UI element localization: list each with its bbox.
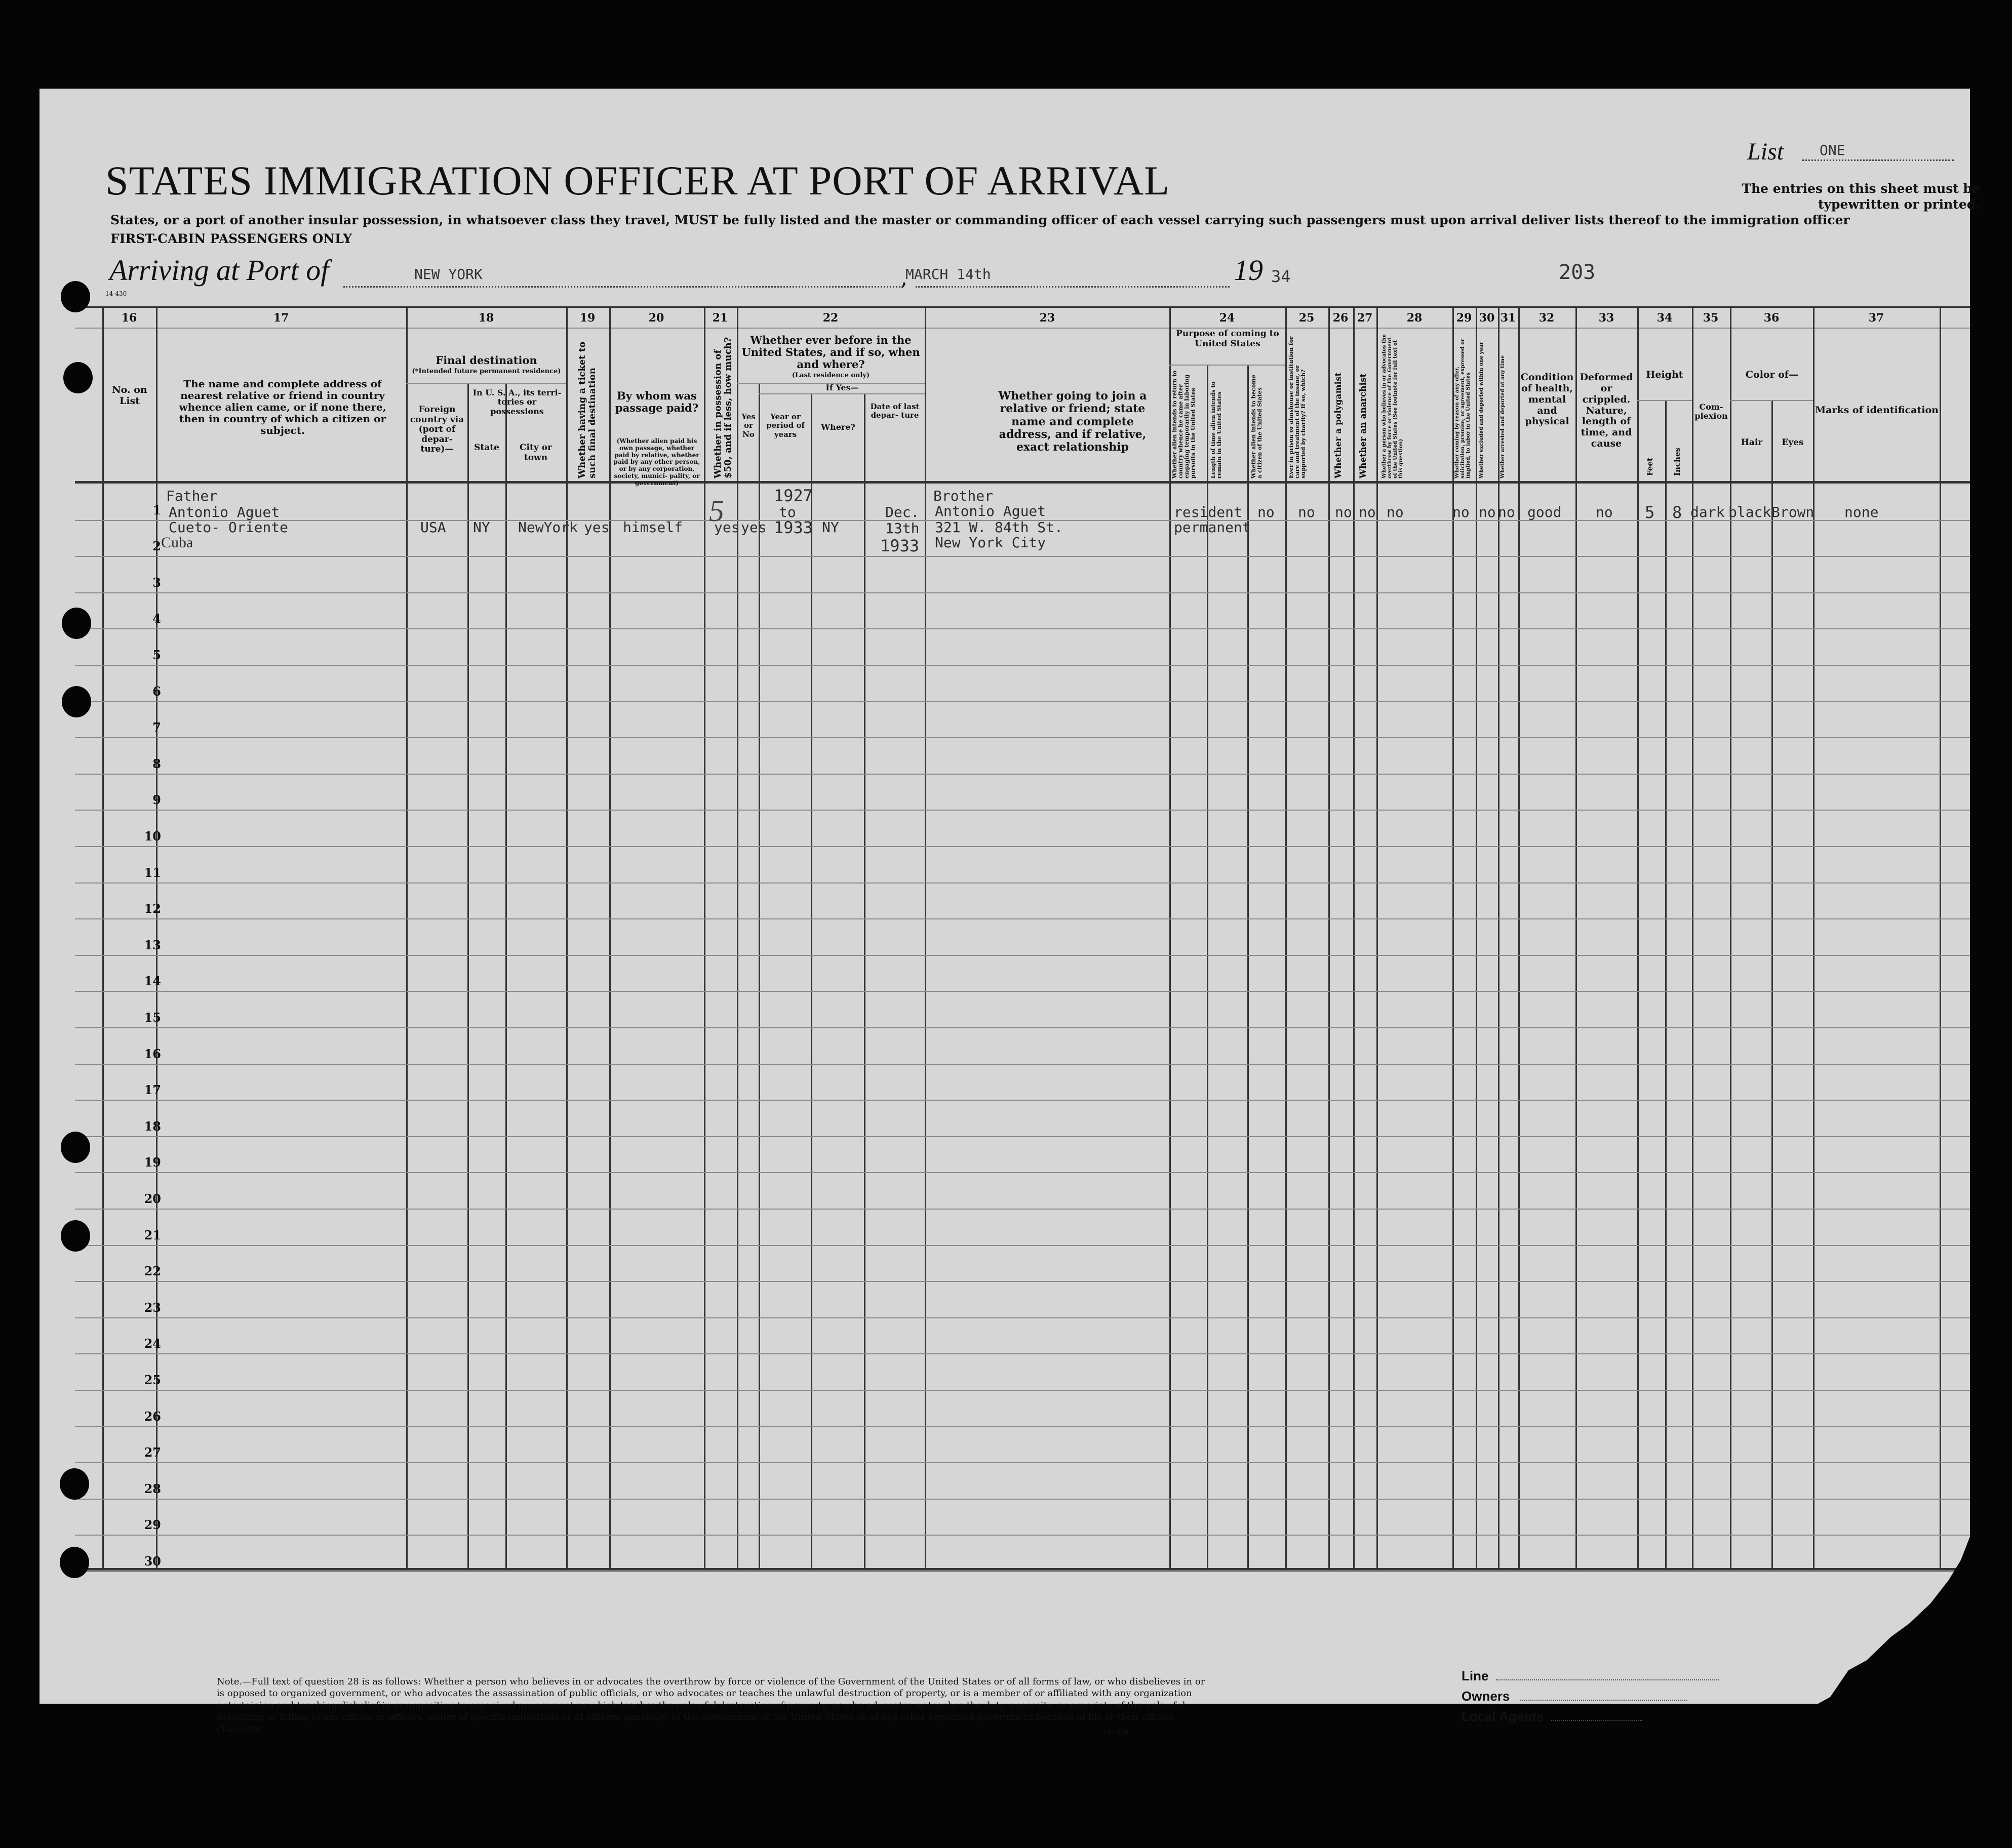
- colnum-21: 21: [712, 311, 728, 325]
- row-rule: [75, 1317, 1970, 1318]
- entry-state: NY: [473, 519, 490, 536]
- row-rule: [75, 1245, 1970, 1246]
- entry-eyes: Brown: [1771, 504, 1814, 520]
- list-label: List: [1747, 138, 1784, 165]
- colnum-30: 30: [1479, 311, 1495, 325]
- header-in-usa: In U. S. A., its terri- tories or possessions: [472, 388, 562, 416]
- row-rule: [75, 1535, 1970, 1536]
- header-city: City or town: [520, 443, 552, 463]
- entry-joining-3: 321 W. 84th St.: [935, 519, 1063, 536]
- row-rule: [75, 1390, 1970, 1391]
- colnum-26: 26: [1332, 311, 1349, 325]
- entry-money-mark: 5: [709, 494, 724, 528]
- row-number: 14: [144, 974, 161, 988]
- header-year-period: Year or period of years: [766, 412, 805, 439]
- row-rule: [75, 1100, 1970, 1101]
- row-number: 13: [144, 938, 161, 952]
- row-number: 23: [144, 1300, 161, 1315]
- colnum-28: 28: [1406, 311, 1423, 325]
- entry-joining-4: New York City: [935, 534, 1046, 551]
- entry-citizen: no: [1257, 504, 1275, 520]
- row-rule: [75, 882, 1970, 883]
- colnum-20: 20: [648, 311, 664, 325]
- entry-deformed: no: [1596, 504, 1613, 520]
- row-number: 15: [144, 1010, 161, 1025]
- punch-hole: [61, 1220, 90, 1252]
- header-foreign-country: Foreign country via (port of depar- ture)—: [410, 405, 464, 455]
- line-fill: [1496, 1679, 1719, 1680]
- entry-departure-3: 1933: [880, 536, 920, 555]
- entry-relative-line3: Cueto- Oriente: [169, 519, 289, 536]
- row-number: 24: [144, 1336, 161, 1351]
- row-rule: [75, 810, 1970, 811]
- entry-period-1: 1927: [774, 486, 813, 505]
- row-rule: [75, 628, 1970, 629]
- colnum-37: 37: [1868, 311, 1884, 325]
- row-number: 18: [144, 1119, 161, 1134]
- row-rule: [75, 1462, 1970, 1463]
- header-final-destination-note: (*Intended future permanent residence): [412, 368, 561, 375]
- entry-period-2: to: [779, 504, 796, 520]
- row-number: 3: [152, 575, 161, 590]
- row-number: 26: [144, 1409, 161, 1424]
- header-fifty-dollars: Whether in possession of $50, and if less, how much?: [713, 337, 733, 478]
- entry-where: NY: [822, 519, 839, 536]
- row-rule: [75, 665, 1970, 666]
- header-q29: Whether coming by reason of any offer, solicitation, promise, or agreement, expressed or implied, to labor in the United States: [1454, 338, 1471, 478]
- punch-hole: [61, 1132, 90, 1163]
- header-purpose-citizen: Whether alien intends to become a citizen of the United States: [1250, 375, 1264, 478]
- header-height: Height: [1646, 369, 1683, 380]
- table-bottom-border: [75, 1568, 1970, 1571]
- row-number: 5: [152, 648, 161, 662]
- owners-fill: [1520, 1700, 1687, 1701]
- row-rule: [75, 1353, 1970, 1354]
- entry-marks: none: [1844, 504, 1879, 520]
- row-number: 27: [144, 1445, 161, 1460]
- header-where: Where?: [821, 422, 855, 432]
- row-rule: [75, 1136, 1970, 1137]
- entry-feet: 5: [1645, 503, 1655, 522]
- header-date-departure: Date of last depar- ture: [870, 402, 920, 420]
- row-number: 19: [144, 1155, 161, 1170]
- header-ticket: Whether having a ticket to such final destination: [577, 341, 598, 478]
- page-number: 203: [1559, 261, 1596, 284]
- form-code-bottom: 14—430: [1103, 1729, 1129, 1736]
- year-suffix: 34: [1271, 267, 1291, 286]
- row-rule: [75, 701, 1970, 702]
- row-number: 30: [144, 1554, 161, 1569]
- header-state: State: [474, 443, 499, 453]
- row-rule: [75, 556, 1970, 557]
- colnum-29: 29: [1456, 311, 1472, 325]
- row-number: 28: [144, 1481, 161, 1496]
- colnum-22: 22: [822, 311, 839, 325]
- header-no-on-list: No. on List: [112, 384, 147, 407]
- colnum-18: 18: [478, 311, 494, 325]
- header-q26: Whether a polygamist: [1333, 372, 1344, 478]
- row-rule: [75, 991, 1970, 992]
- row-rule: [75, 918, 1970, 919]
- colnum-33: 33: [1598, 311, 1614, 325]
- colnum-24: 24: [1219, 311, 1235, 325]
- line-label: Line: [1462, 1668, 1489, 1683]
- row-number: 8: [152, 756, 161, 771]
- header-bottom-border: [75, 481, 1970, 484]
- entry-complexion: dark: [1690, 504, 1725, 520]
- row-number: 16: [144, 1047, 161, 1061]
- colnum-35: 35: [1703, 311, 1719, 325]
- entry-by-whom: himself: [623, 519, 683, 536]
- header-eyes: Eyes: [1782, 437, 1804, 448]
- colnum-23: 23: [1039, 311, 1055, 325]
- date-value: MARCH 14th: [905, 266, 991, 283]
- row-number: 10: [144, 829, 161, 843]
- punch-hole: [61, 281, 90, 312]
- typewritten-note: The entries on this sheet must be typewritten or printed.: [1742, 181, 1980, 212]
- row-number: 17: [144, 1082, 161, 1097]
- entry-q30: no: [1479, 504, 1496, 520]
- entry-relative-line2: Antonio Aguet: [169, 504, 280, 520]
- date-fill-line: [916, 286, 1230, 288]
- entry-health: good: [1527, 504, 1562, 520]
- header-hair: Hair: [1741, 437, 1763, 448]
- agents-label: Local Agents: [1462, 1709, 1544, 1724]
- punch-hole: [62, 608, 91, 639]
- colnum-25: 25: [1298, 311, 1315, 325]
- colnum-27: 27: [1357, 311, 1373, 325]
- row-rule: [75, 1426, 1970, 1427]
- row-rule: [75, 1064, 1970, 1065]
- port-value: NEW YORK: [414, 266, 483, 283]
- header-ever-before: Whether ever before in the United States, and if so, when and where?: [741, 334, 920, 371]
- row-number: 6: [152, 684, 161, 699]
- header-q30: Whether excluded and deported within one year: [1479, 342, 1484, 478]
- colnum-36: 36: [1763, 311, 1780, 325]
- row-number: 21: [144, 1228, 161, 1242]
- entry-purpose-2: permanent: [1174, 519, 1251, 536]
- header-by-whom-note: (Whether alien paid his own passage, whether paid by relative, whether paid by any other person, or by any corporation, society, munici- pality, or government): [613, 437, 700, 487]
- header-health: Condition of health, mental and physical: [1520, 372, 1574, 427]
- class-label: FIRST-CABIN PASSENGERS ONLY: [110, 231, 352, 246]
- punch-hole: [60, 1547, 89, 1578]
- entry-joining-2: Antonio Aguet: [935, 503, 1046, 519]
- entry-departure-2: 13th: [885, 520, 920, 537]
- header-complexion: Com- plexion: [1694, 402, 1728, 421]
- punch-hole: [63, 362, 93, 393]
- row-rule: [75, 737, 1970, 738]
- row-rule: [75, 774, 1970, 775]
- table-top-border: [75, 306, 1970, 308]
- entry-relative-line4: Cuba: [161, 534, 193, 551]
- row-number: 25: [144, 1373, 161, 1387]
- entry-purpose-1: resident: [1174, 504, 1242, 520]
- row-number: 7: [152, 720, 161, 735]
- colnum-34: 34: [1656, 311, 1673, 325]
- colnum-divider: [75, 328, 1970, 329]
- row-number: 1: [152, 503, 161, 517]
- header-relative: The name and complete address of nearest relative or friend in country whence alien came, or if none there, then in country of which a citizen or subject.: [179, 378, 386, 436]
- form-code-top: 14-430: [105, 290, 127, 297]
- colnum-19: 19: [579, 311, 596, 325]
- header-inches: Inches: [1673, 448, 1682, 476]
- header-purpose: Purpose of coming to United States: [1176, 329, 1279, 349]
- header-purpose-length: Length of time alien intends to remain in the United States: [1210, 381, 1223, 478]
- row-rule: [75, 1281, 1970, 1282]
- row-rule: [75, 1172, 1970, 1173]
- punch-hole: [62, 686, 91, 717]
- manifest-sheet: [40, 89, 1980, 1736]
- entry-ever-before: yes: [741, 519, 767, 536]
- colnum-31: 31: [1500, 311, 1516, 325]
- agents-fill: [1551, 1720, 1642, 1721]
- entry-period-3: 1933: [774, 518, 813, 537]
- header-last-residence: (Last residence only): [792, 372, 870, 379]
- row-rule: [75, 1209, 1970, 1210]
- header-yes-or-no: Yes or No: [741, 412, 756, 439]
- row-rule: [75, 1571, 1970, 1572]
- instructions-text: States, or a port of another insular possession, in whatsoever class they travel, MUST be fully listed and the master or commanding officer of each vessel carrying such passengers must upon arrival deliver lists thereof to the immigration officer: [110, 213, 1850, 227]
- owners-label: Owners: [1462, 1689, 1510, 1704]
- entry-q26: no: [1335, 504, 1352, 520]
- torn-corner: [1818, 1537, 1970, 1704]
- row-number: 12: [144, 901, 161, 916]
- header-joining: Whether going to join a relative or friend; state name and complete address, and if relative, exact relationship: [998, 389, 1147, 454]
- entry-relative-line1: Father: [166, 488, 218, 504]
- header-color-of: Color of—: [1745, 369, 1799, 380]
- entry-foreign-country: USA: [420, 519, 446, 536]
- row-number: 9: [152, 792, 161, 807]
- entry-departure-1: Dec.: [885, 504, 920, 520]
- header-q27: Whether an anarchist: [1358, 373, 1368, 478]
- arriving-label: Arriving at Port of: [109, 254, 329, 287]
- row-rule: [75, 846, 1970, 847]
- colnum-16: 16: [121, 311, 137, 325]
- header-final-destination: Final destination: [436, 354, 537, 367]
- entry-q27: no: [1359, 504, 1376, 520]
- entry-joining-1: Brother: [933, 488, 994, 504]
- footnote-q28: Note.—Full text of question 28 is as follows: Whether a person who believes in or advocates the overthrow by force or violence of the Government of the United States or of all forms of law, or who disbelieves in or is opposed to organized government, or who advocates the assassination of public officials, or who advocates or teaches the unlawful destruction of property, or is a member of or affiliated with any organization entertaining and teaching disbelief in or opposition to organized government or which teaches the unlawful destruction of property, or who advocates or teaches the duty, necessity, or propriety of the unlawful assaulting or killing of any officer or officers, either of specific individuals or of officers generally, of the Government of the United States or of any other organized government because of his or their official character.: [217, 1676, 1205, 1735]
- punch-hole: [60, 1468, 89, 1500]
- row-number: 20: [144, 1191, 161, 1206]
- header-purpose-return: Whether alien intends to return to country whence he came after engaging temporarily in laboring pursuits in the United States: [1171, 370, 1197, 478]
- entry-q29: no: [1452, 504, 1470, 520]
- row-number: 11: [144, 865, 161, 880]
- row-rule: [75, 1499, 1970, 1500]
- header-marks: Marks of identification: [1815, 405, 1939, 416]
- row-number: 22: [144, 1264, 161, 1278]
- entry-q28: no: [1387, 504, 1404, 520]
- entry-q31: no: [1498, 504, 1515, 520]
- entry-hair: black: [1728, 504, 1771, 520]
- header-if-yes: If Yes—: [825, 383, 859, 392]
- colnum-17: 17: [273, 311, 289, 325]
- port-fill-line: [343, 286, 900, 288]
- entry-city: NewYork: [518, 519, 578, 536]
- page-title: STATES IMMIGRATION OFFICER AT PORT OF ARRIVAL: [105, 157, 1170, 204]
- row-rule: [75, 592, 1970, 593]
- row-number: 2: [152, 539, 161, 553]
- header-q25: Ever in prison or almshouse or institution for care and treatment of the insane, or supported by charity? If so, which?: [1288, 336, 1307, 478]
- list-fill-line: [1802, 159, 1954, 161]
- row-number: 29: [144, 1517, 161, 1532]
- colnum-32: 32: [1538, 311, 1555, 325]
- entry-ticket: yes: [584, 519, 610, 536]
- header-by-whom: By whom was passage paid?: [615, 389, 699, 415]
- list-value: ONE: [1820, 142, 1845, 158]
- row-number: 4: [152, 611, 161, 626]
- entry-inches: 8: [1672, 503, 1682, 522]
- comma: ,: [900, 265, 908, 291]
- entry-q25: no: [1298, 504, 1315, 520]
- entry-money: yes: [714, 519, 740, 536]
- year-prefix: 19: [1234, 254, 1263, 287]
- header-feet: Feet: [1645, 458, 1654, 476]
- row-rule: [75, 955, 1970, 956]
- header-q28: Whether a person who believes in or advocates the overthrow by force or violence of the Government of the United States (See footnote for full text of this question): [1382, 334, 1404, 478]
- row-rule: [75, 1027, 1970, 1028]
- header-q31: Whether arrested and deported at any time: [1500, 355, 1506, 478]
- header-deformed: Deformed or crippled. Nature, length of time, and cause: [1580, 372, 1633, 450]
